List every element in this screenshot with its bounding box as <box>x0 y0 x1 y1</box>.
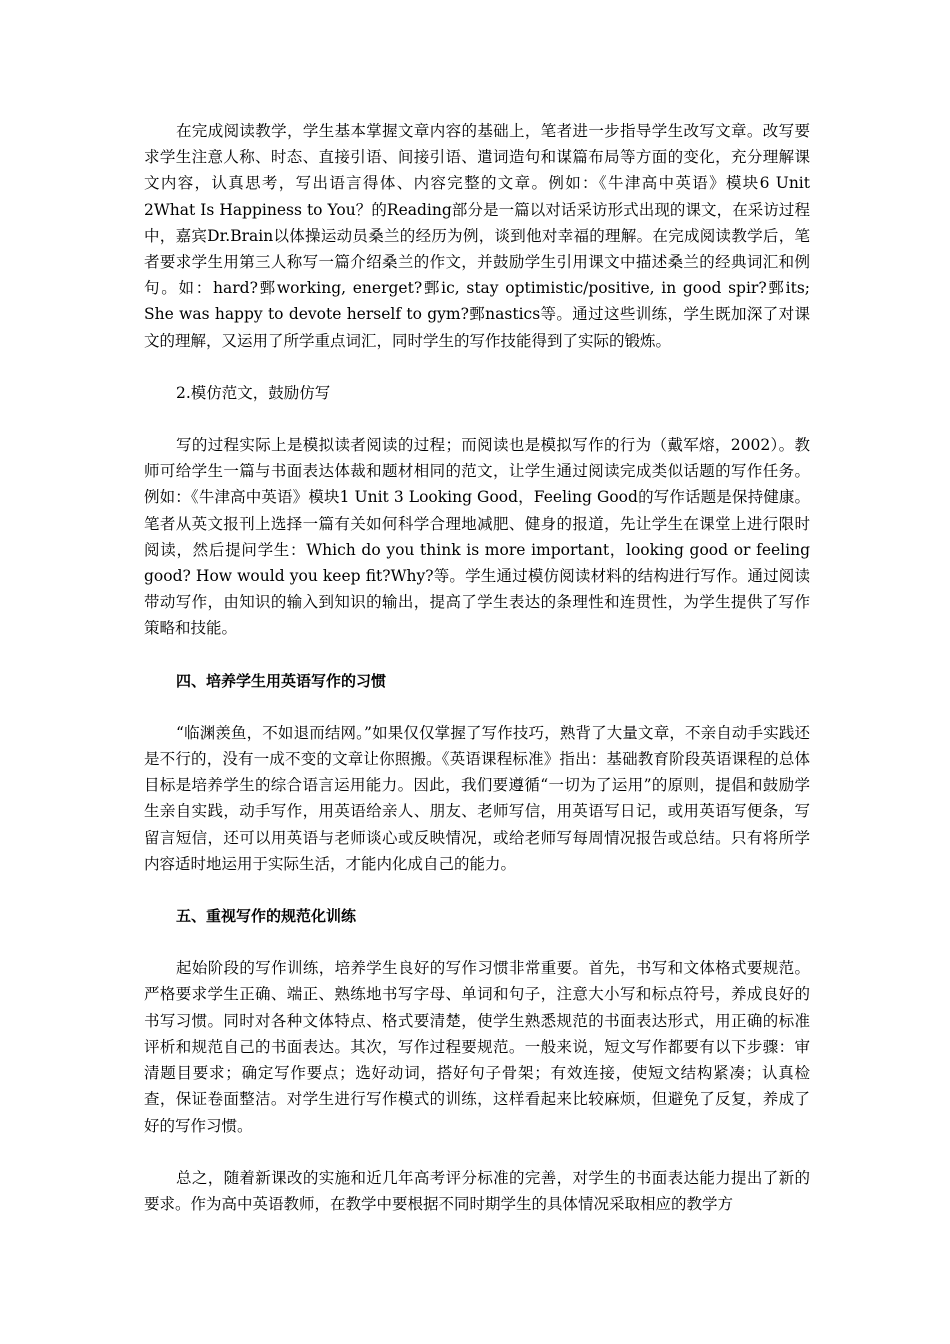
paragraph-habit: “临渊羡鱼，不如退而结网。”如果仅仅掌握了写作技巧，熟背了大量文章，不亲自动手实践还是不行的，没有一成不变的文章让你照搬。《英语课程标准》指出：基础教育阶段英语课程的总体目标是培养学生的综合语言运用能力。因此，我们要遵循“一切为了运用”的原则，提倡和鼓励学生亲自实践，动手写作，用英语给亲人、朋友、老师写信，用英语写日记，或用英语写便条，写留言短信，还可以用英语与老师谈心或反映情况，或给老师写每周情况报告或总结。只有将所学内容适时地运用于实际生活，才能内化成自己的能力。 <box>144 723 810 873</box>
heading-section-five: 五、重视写作的规范化训练 <box>176 907 357 926</box>
document-page <box>144 118 810 1217</box>
heading-section-four: 四、培养学生用英语写作的习惯 <box>176 671 387 690</box>
paragraph-imitation: 写的过程实际上是模拟读者阅读的过程；而阅读也是模拟写作的行为（戴军熔，2002）。教师可给学生一篇与书面表达体裁和题材相同的范文，让学生通过阅读完成类似话题的写作任务。例如：《牛津高中英语》模块1 Unit 3 Looking Good，Feeling Good的写作话题是保持健康。笔者从英文报刊上选择一篇有关如何科学合理地减肥、健身的报道，先让学生在课堂上进行限时阅读，然后提问学生：Which do you think is more important，looking good or feeling good? How would you keep fit?Why?等。学生通过模仿阅读材料的结构进行写作。通过阅读带动写作，由知识的输入到知识的输出，提高了学生表达的条理性和连贯性，为学生提供了写作策略和技能。 <box>144 436 810 638</box>
paragraph-conclusion: 总之，随着新课改的实施和近几年高考评分标准的完善，对学生的书面表达能力提出了新的要求。作为高中英语教师，在教学中要根据不同时期学生的具体情况采取相应的教学方 <box>144 1168 810 1213</box>
paragraph-rewriting: 在完成阅读教学，学生基本掌握文章内容的基础上，笔者进一步指导学生改写文章。改写要求学生注意人称、时态、直接引语、间接引语、遣词造句和谋篇布局等方面的变化，充分理解课文内容，认真思考，写出语言得体、内容完整的文章。例如：《牛津高中英语》模块6 Unit 2What Is Happiness to You？的Reading部分是一篇以对话采访形式出现的课文，在采访过程中，嘉宾Dr.Brain以体操运动员桑兰的经历为例，谈到他对幸福的理解。在完成阅读教学后，笔者要求学生用第三人称写一篇介绍桑兰的作文，并鼓励学生引用课文中描述桑兰的经典词汇和例句。如：hard?鄄working, energet?鄄ic, stay optimistic/positive, in good spir?鄄its; She was happy to devote herself to gym?鄄nastics等。通过这些训练，学生既加深了对课文的理解，又运用了所学重点词汇，同时学生的写作技能得到了实际的锻炼。 <box>144 122 810 350</box>
paragraph-standardization: 起始阶段的写作训练，培养学生良好的写作习惯非常重要。首先，书写和文体格式要规范。严格要求学生正确、端正、熟练地书写字母、单词和句子，注意大小写和标点符号，养成良好的书写习惯。同时对各种文体特点、格式要清楚，使学生熟悉规范的书面表达形式，用正确的标准评析和规范自己的书面表达。其次，写作过程要规范。一般来说，短文写作都要有以下步骤：审清题目要求；确定写作要点；选好动词，搭好句子骨架；有效连接，使短文结构紧凑；认真检查，保证卷面整洁。对学生进行写作模式的训练，这样看起来比较麻烦，但避免了反复，养成了好的写作习惯。 <box>144 959 810 1135</box>
subheading-imitation: 2.模仿范文，鼓励仿写 <box>176 383 331 402</box>
